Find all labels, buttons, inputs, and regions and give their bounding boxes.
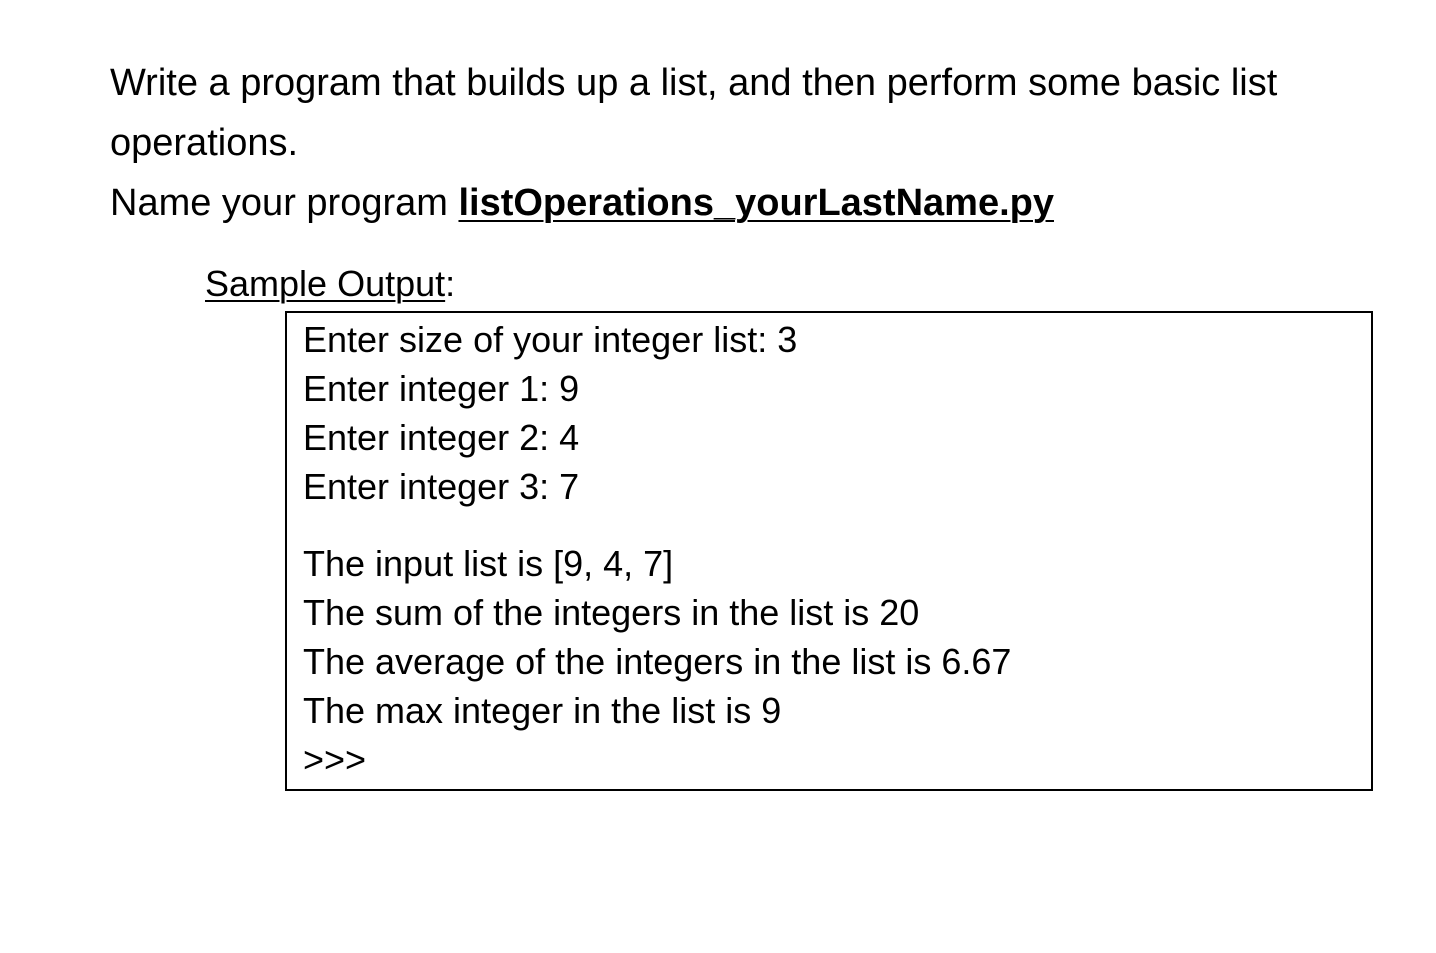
output-line: The average of the integers in the list is 6.67	[303, 641, 1012, 682]
sample-output-colon: :	[445, 263, 456, 304]
program-name-prefix: Name your program	[110, 182, 459, 224]
output-line: Enter size of your integer list: 3	[303, 319, 798, 360]
program-filename: listOperations_yourLastName.py	[458, 182, 1054, 224]
instructions	[110, 53, 1370, 233]
sample-output-box	[285, 311, 1373, 791]
sample-output-label: Sample Output	[205, 263, 446, 304]
output-line: Enter integer 3: 7	[303, 466, 580, 507]
output-line: The max integer in the list is 9	[303, 690, 782, 731]
output-spacer	[303, 511, 1371, 539]
output-prompt: >>>	[303, 739, 367, 780]
output-line: The sum of the integers in the list is 20	[303, 592, 920, 633]
program-name-line	[110, 173, 1370, 233]
output-line: The input list is [9, 4, 7]	[303, 543, 674, 584]
instruction-text: Write a program that builds up a list, and then perform some basic list operations.	[110, 62, 1278, 164]
sample-output-heading	[205, 262, 455, 306]
output-line: Enter integer 2: 4	[303, 417, 580, 458]
output-line: Enter integer 1: 9	[303, 368, 580, 409]
